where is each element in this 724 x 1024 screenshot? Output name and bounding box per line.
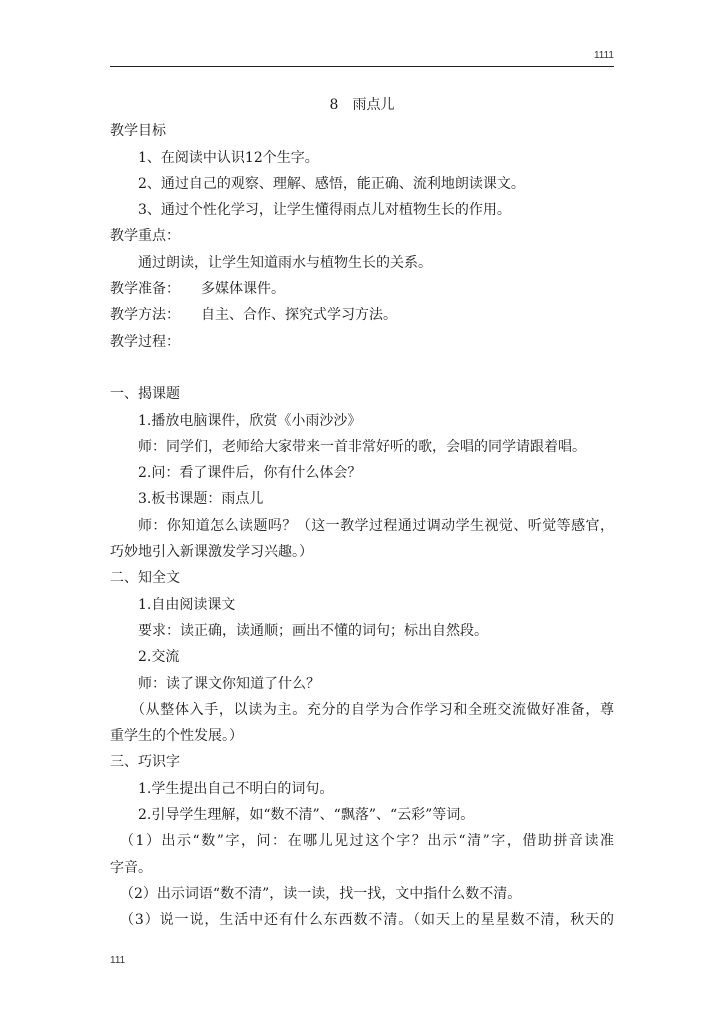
key-heading: 教学重点： — [110, 228, 180, 245]
process-heading: 教学过程： — [110, 333, 180, 350]
paragraph-line: 师：同学们，老师给大家带来一首非常好听的歌，会唱的同学请跟着唱。 — [138, 438, 586, 455]
paragraph-line: 1.自由阅读课文 — [138, 596, 236, 613]
paragraph-line: 重学生的个性发展。） — [110, 728, 243, 745]
paragraph-line: 要求：读正确，读通顺；画出不懂的词句；标出自然段。 — [138, 622, 488, 639]
paragraph-line: 字音。 — [110, 859, 152, 876]
spacer — [110, 355, 614, 381]
paragraph-line: 巧妙地引入新课激发学习兴趣。） — [110, 544, 313, 561]
document-body — [110, 92, 614, 934]
paragraph-line: 2.问：看了课件后，你有什么体会？ — [138, 465, 362, 482]
footer-page-number: 111 — [110, 955, 126, 966]
paragraph-line: 3.板书课题：雨点儿 — [138, 491, 264, 508]
paragraph-line: 2.引导学生理解，如“数不清”、“飘落”、“云彩”等词。 — [138, 807, 475, 824]
objective-item: 2、通过自己的观察、理解、感悟，能正确、流利地朗读课文。 — [138, 175, 525, 192]
header-rule — [110, 66, 614, 67]
section-heading: 二、知全文 — [110, 570, 180, 587]
paragraph-line: （3）说一说，生活中还有什么东西数不清。（如天上的星星数不清，秋天的 — [120, 912, 614, 929]
objective-item: 1、在阅读中认识12个生字。 — [138, 149, 319, 166]
paragraph-line: 师：你知道怎么读题吗？（这一教学过程通过调动学生视觉、听觉等感官， — [138, 517, 614, 534]
paragraph-line: 师：读了课文你知道了什么？ — [138, 675, 320, 692]
section-heading: 一、揭课题 — [110, 386, 180, 403]
paragraph-line: 1.播放电脑课件，欣赏《小雨沙沙》 — [138, 412, 362, 429]
paragraph-line: 2.交流 — [138, 649, 180, 666]
paragraph-line: 1.学生提出自己不明白的词句。 — [138, 780, 334, 797]
section-heading: 三、巧识字 — [110, 754, 180, 771]
preparation-line: 教学准备： 多媒体课件。 — [110, 281, 285, 298]
header-page-code: 1111 — [593, 50, 614, 61]
paragraph-line: （2）出示词语“数不清”，读一读，找一找，文中指什么数不清。 — [120, 885, 522, 902]
key-text: 通过朗读，让学生知道雨水与植物生长的关系。 — [138, 254, 432, 271]
methods-line: 教学方法： 自主、合作、探究式学习方法。 — [110, 307, 397, 324]
page-title: 8 雨点儿 — [329, 97, 395, 113]
objectives-heading: 教学目标 — [110, 123, 166, 140]
paragraph-line: （1）出示“数”字，问：在哪儿见过这个字？出示“清”字，借助拼音读准 — [120, 833, 614, 850]
objective-item: 3、通过个性化学习，让学生懂得雨点儿对植物生长的作用。 — [138, 202, 511, 219]
paragraph-line: （从整体入手，以读为主。充分的自学为合作学习和全班交流做好准备，尊 — [131, 701, 614, 718]
